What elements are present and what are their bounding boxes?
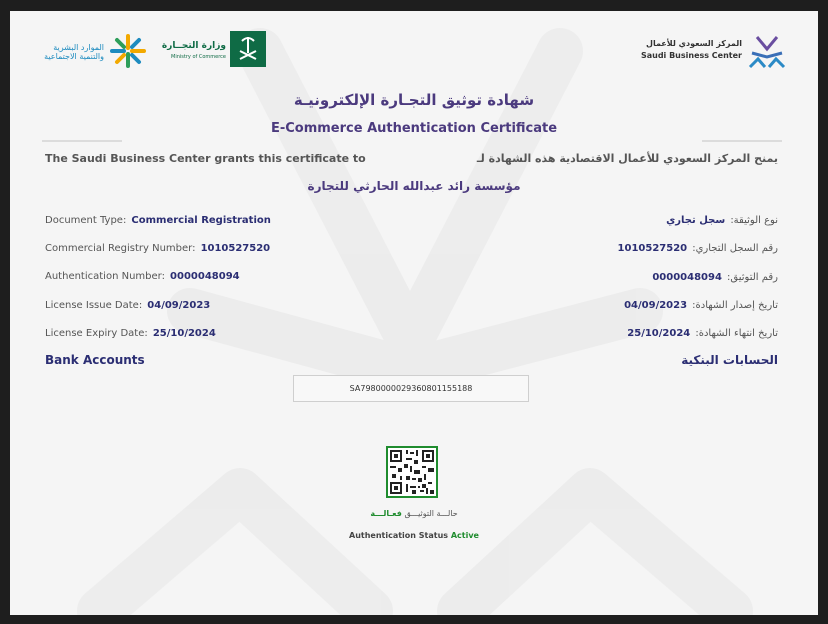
divider-right <box>702 140 782 142</box>
sbc-mark-icon <box>748 33 786 69</box>
status-label-ar: حالـــة التوثيـــق <box>404 509 458 518</box>
status-value-en: Active <box>450 531 479 540</box>
moc-name-en: Ministry of Commerce <box>171 54 226 60</box>
bank-accounts-heading-ar: الحسابات البنكية <box>681 353 778 367</box>
field-value: Commercial Registration <box>131 215 271 226</box>
hr-name-line2: والتنمية الاجتماعية <box>44 52 104 61</box>
field-value: 1010527520 <box>200 243 271 254</box>
sbc-name-ar: المركز السعودي للأعمال <box>646 39 742 48</box>
field-label: نوع الوثيقة: <box>730 215 778 226</box>
field-label: Authentication Number: <box>45 271 165 282</box>
field-value: 04/09/2023 <box>147 300 211 311</box>
qr-code[interactable] <box>386 446 438 498</box>
field-value: 0000048094 <box>170 271 240 282</box>
field-expiry-date-ar <box>627 321 778 340</box>
bank-accounts-heading-en: Bank Accounts <box>45 353 145 367</box>
status-en <box>10 531 818 540</box>
field-label: تاريخ إصدار الشهادة: <box>692 300 778 311</box>
hr-name-line1: الموارد البشرية <box>53 43 104 52</box>
field-label: License Expiry Date: <box>45 328 148 339</box>
certificate-card <box>10 11 818 615</box>
field-registry-number-ar <box>618 236 778 255</box>
status-value-ar: فعـالـــة <box>370 509 402 518</box>
field-issue-date-en <box>45 293 210 312</box>
moc-name-ar: وزارة التجــارة <box>161 41 226 51</box>
certificate-title-ar: شهادة توثيق التجـارة الإلكترونيـة <box>293 91 535 109</box>
field-value: 0000048094 <box>652 272 722 283</box>
field-label: License Issue Date: <box>45 300 143 311</box>
field-authentication-number-ar <box>652 265 778 284</box>
ministry-emblem-icon <box>230 31 266 67</box>
grants-text-en: The Saudi Business Center grants this certificate to <box>45 152 366 165</box>
field-registry-number-en <box>45 236 270 255</box>
field-value: 25/10/2024 <box>627 328 691 339</box>
entity-name: مؤسسة رائد عبدالله الحارثي للتجارة <box>307 179 521 193</box>
sbc-name-en: Saudi Business Center <box>640 51 742 60</box>
field-value: سجل تجاري <box>666 215 726 226</box>
hr-star-icon <box>108 33 148 69</box>
qr-code-icon <box>388 448 436 496</box>
field-label: رقم التوثيق: <box>727 272 778 283</box>
field-label: رقم السجل التجاري: <box>692 243 778 254</box>
field-value: 04/09/2023 <box>624 300 688 311</box>
status-ar <box>10 509 818 518</box>
field-value: 25/10/2024 <box>152 328 216 339</box>
status-label-en: Authentication Status <box>349 531 449 540</box>
field-document-type-en <box>45 208 271 227</box>
field-authentication-number-en <box>45 264 240 283</box>
divider-left <box>42 140 122 142</box>
field-label: Document Type: <box>45 215 127 226</box>
field-expiry-date-en <box>45 321 216 340</box>
sbc-logo <box>640 33 786 73</box>
field-issue-date-ar <box>624 293 778 312</box>
field-value: 1010527520 <box>617 243 688 254</box>
field-label: تاريخ انتهاء الشهادة: <box>695 328 778 339</box>
field-label: Commercial Registry Number: <box>45 243 196 254</box>
iban-box: SA7980000029360801155188 <box>293 375 529 402</box>
grants-text-ar: يمنح المركز السعودي للأعمال الاقتصادية هذه الشهادة لـ <box>476 152 778 165</box>
certificate-title-en: E-Commerce Authentication Certificate <box>270 121 558 136</box>
field-document-type-ar <box>666 208 778 227</box>
